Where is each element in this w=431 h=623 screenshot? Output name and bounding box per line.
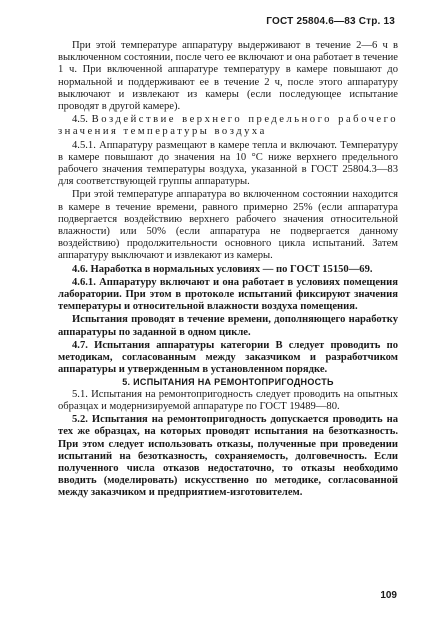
heading-number: 4.5. xyxy=(72,114,88,126)
heading-text: Воздействие верхнего предельного рабочего значения температуры воздуха xyxy=(58,114,399,138)
paragraph: 4.5.1. Аппаратуру размещают в камере тепла и включают. Температуру в камере повышают до значения на 10 °С ниже верхнего предельного рабочего значения температуры воздуха, указанной в ГОСТ 25804.3—83 для соответствующей группы аппаратуры. xyxy=(58,139,398,188)
document-body xyxy=(58,40,398,500)
paragraph: 4.6. Наработка в нормальных условиях — по ГОСТ 15150—69. xyxy=(72,263,373,275)
paragraph: При этой температуре аппаратура во включенном состоянии находится в камере в течение времени, равного примерно 25% (если аппаратура подвергается воздействию верхнего рабочего значения относительной влажности) или 50% (если аппаратура не подвергается данному воздействию) продолжительности основного цикла испытаний. Затем аппаратуру выключают и извлекают из камеры. xyxy=(58,189,398,262)
paragraph: 4.6.1. Аппаратуру включают и она работает в условиях помещения лаборатории. При этом в протоколе испытаний фиксируют значения температуры и относительной влажности воздуха помещения. xyxy=(58,276,398,313)
paragraph: При этой температуре аппаратуру выдерживают в течение 2—6 ч в выключенном состоянии, после чего ее включают и она работает в течение 1 ч. При включенной аппаратуре температуру в камере повышают до нормальной и поддерживают ее в течение 2 ч, после этого аппаратуру выключают и извлекают из камеры (если последующее испытание проводят в другой камере). xyxy=(58,40,398,113)
paragraph: 4.7. Испытания аппаратуры категории В следует проводить по методикам, согласованным между заказчиком и разработчиком аппаратуры и утвержденным в установленном порядке. xyxy=(58,339,398,376)
paragraph: Испытания проводят в течение времени, дополняющего наработку аппаратуры по заданной в одном цикле. xyxy=(58,314,398,338)
paragraph: 5.1. Испытания на ремонтопригодность следует проводить на опытных образцах и модернизируемой аппаратуре по ГОСТ 19489—80. xyxy=(58,388,398,412)
page-number: 109 xyxy=(380,590,397,601)
section-title: 5. ИСПЫТАНИЯ НА РЕМОНТОПРИГОДНОСТЬ xyxy=(122,377,334,388)
page-header: ГОСТ 25804.6—83 Стр. 13 xyxy=(266,16,395,27)
paragraph: 5.2. Испытания на ремонтопригодность допускается проводить на тех же образцах, на которых проводят испытания на безотказность. При этом следует использовать отказы, полученные при проведении испытаний на безотказность, сохраняемость, долговечность. Если полученного числа отказов недостаточно, то отказы необходимо вводить (моделировать) искусственно по методике, согласованной между заказчиком и предприятием-изготовителем. xyxy=(58,414,398,499)
subsection-heading-4-5 xyxy=(58,114,398,138)
